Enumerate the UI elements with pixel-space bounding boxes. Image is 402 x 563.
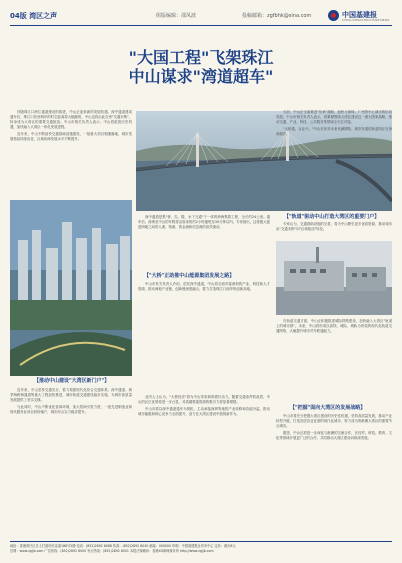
article-col3-lead: [276, 222, 392, 240]
paragraph: 近年来，中山坚持交通先行，着力构建现代化综合交通体系。深中通道、黄茅海跨海通道等重大工程加快推进，城市轨道交通建设稳步实施，为城市高质量发展提供了坚实支撑。: [10, 388, 132, 403]
factory-photo: [276, 241, 392, 315]
paragraph: 伴随珠江口跨江通道建设的推进，中山正迎来新的发展机遇。深中通道建成通车后，珠江口东西两岸的时空距离将大幅缩短，中山也将由此告别"交通末梢"，转身成为大湾区的重要交通枢纽。中山市相关负责人表示，中山将抢抓历史机遇，加快融入大湾区一体化发展进程。: [10, 110, 132, 130]
article-col1-bottom: [10, 388, 132, 536]
paragraph: "大桥通，百业兴。"中山市民对未来充满期待，城市发展的新蓝图正在徐徐展开。: [276, 126, 392, 136]
paragraph: 深中通道是集"桥、岛、隧、水下互通"于一体的跨海集群工程，全长约24公里。通车后，深圳至中山的车程将由原来的约2小时缩短至30分钟以内。专家指出，这将极大促进两地之间的人流、物流、资金流和信息流的高效流动。: [138, 215, 270, 230]
masthead-logo: [328, 9, 392, 23]
paragraph: 中山市将以深中通道通车为契机，主动承接深圳等地的产业转移和功能外溢，推动城市能级和核心竞争力全面提升，奋力在大湾区建设中展现新作为。: [138, 406, 270, 416]
footer-divider: [10, 541, 392, 542]
editor-credit: 组版编辑：邵凤波: [156, 13, 197, 19]
paragraph: 专家认为，交通基础设施的完善，将为中山吸引更多优质资源，推动城市由"交通末梢"向"区域枢纽"转变。: [276, 222, 392, 232]
page-number: 04版 湾区之声: [10, 12, 58, 20]
header-divider: [10, 25, 392, 26]
article-col1-top: [10, 110, 132, 196]
article-col2-top: [138, 215, 270, 269]
paragraph: 中山市将充分把握大湾区建设的历史性机遇，坚持高质量发展，推动产业转型升级，打造宜居宜业宜游的现代化城市，努力成为粤港澳大湾区的重要节点城市。: [276, 414, 392, 429]
article-col2-bottom: [138, 395, 270, 535]
paragraph: 在轨道交通方面，中山正积极推进城际铁路建设，加快融入大湾区"轨道上的城市群"。未来，中山将形成以高铁、城际、城轨为骨架的现代化轨道交通网络，大幅提升城市对外联通能力。: [276, 319, 392, 334]
footer-line-1: 地址：香港湾仔区告士打道轩尼诗道188号2楼 电话：(852)2892 8088 传真：(852)2892 8040 邮编：000000 印刷：中国基建报社印务中心 定价：港币8元: [10, 544, 236, 548]
section-heading-1: 【"大桥"正助推中山能源集团发展之路】: [144, 273, 235, 279]
paragraph: 当前，中山正全面推进"东承"战略，加快与深圳、广州等中心城市的协同发展。中山市相关负责人表示，将紧紧围绕大湾区建设这一重大国家战略，推动交通、产业、科技、公共服务等领域全方位对接。: [276, 110, 392, 125]
footer-line-2: 官网：www.zgjjb.com 广告热线：(852)2892 8000 发行热线：(852)2892 8001 本报法律顾问：香港XX律师事务所 http://www.zgjjb.com: [10, 549, 214, 553]
article-col2-mid: [138, 282, 270, 392]
paragraph: 据悉，中山还将进一步深化与港澳的交流合作，在经贸、科技、教育、文化等领域开展更广泛的合作，共同推动大湾区建设向纵深发展。: [276, 430, 392, 440]
paragraph: 近年来，中山不断加快交通基础设施建设，一批重大项目相继落地，城市发展格局持续优化，区域协调发展水平不断提升。: [10, 131, 132, 141]
page-header: [10, 9, 392, 25]
headline-line-2: 中山谋求"湾道超车": [128, 67, 274, 86]
article-col3-top: [276, 110, 392, 210]
paragraph: 中山市有关负责人介绍，依托深中通道，中山将全面对接深圳的产业、科技和人才资源，推动两地产业链、创新链深度融合，着力打造珠江口西岸的创新高地。: [138, 282, 270, 292]
headline: [0, 48, 402, 86]
logo-subtitle: CHINA INFRASTRUCTURE NEWS: [342, 18, 390, 22]
paragraph: 与此同时，中山不断优化营商环境，加大招商引资力度，一批先进制造业和现代服务业项目纷纷落户，城市综合实力稳步提升。: [10, 404, 132, 414]
city-photo-caption: 【推动中山建设"大湾区新门户"】: [34, 378, 110, 384]
submission-email: 投稿邮箱：zgfbhk@sina.com: [242, 13, 312, 19]
headline-line-1: "大国工程"飞架珠江: [128, 48, 274, 67]
logo-name: 中国基建报: [342, 11, 377, 19]
section-heading-3: 【"把握"面向大湾区的发展战略】: [290, 405, 366, 411]
section-heading-2: 【"轨道"驱动中山打造大湾区的重要门户】: [284, 214, 380, 220]
city-photo: [10, 200, 132, 376]
article-col3-bottom: [276, 414, 392, 536]
paragraph: 业内人士认为，"大桥经济"将为中山带来新的增长动力。随着交通条件的改善，中山的区位优势将进一步凸显，对高端要素资源的吸引力将显著增强。: [138, 395, 270, 405]
page-footer: [10, 544, 392, 554]
article-col3-mid: [276, 319, 392, 401]
logo-icon: [328, 10, 339, 21]
